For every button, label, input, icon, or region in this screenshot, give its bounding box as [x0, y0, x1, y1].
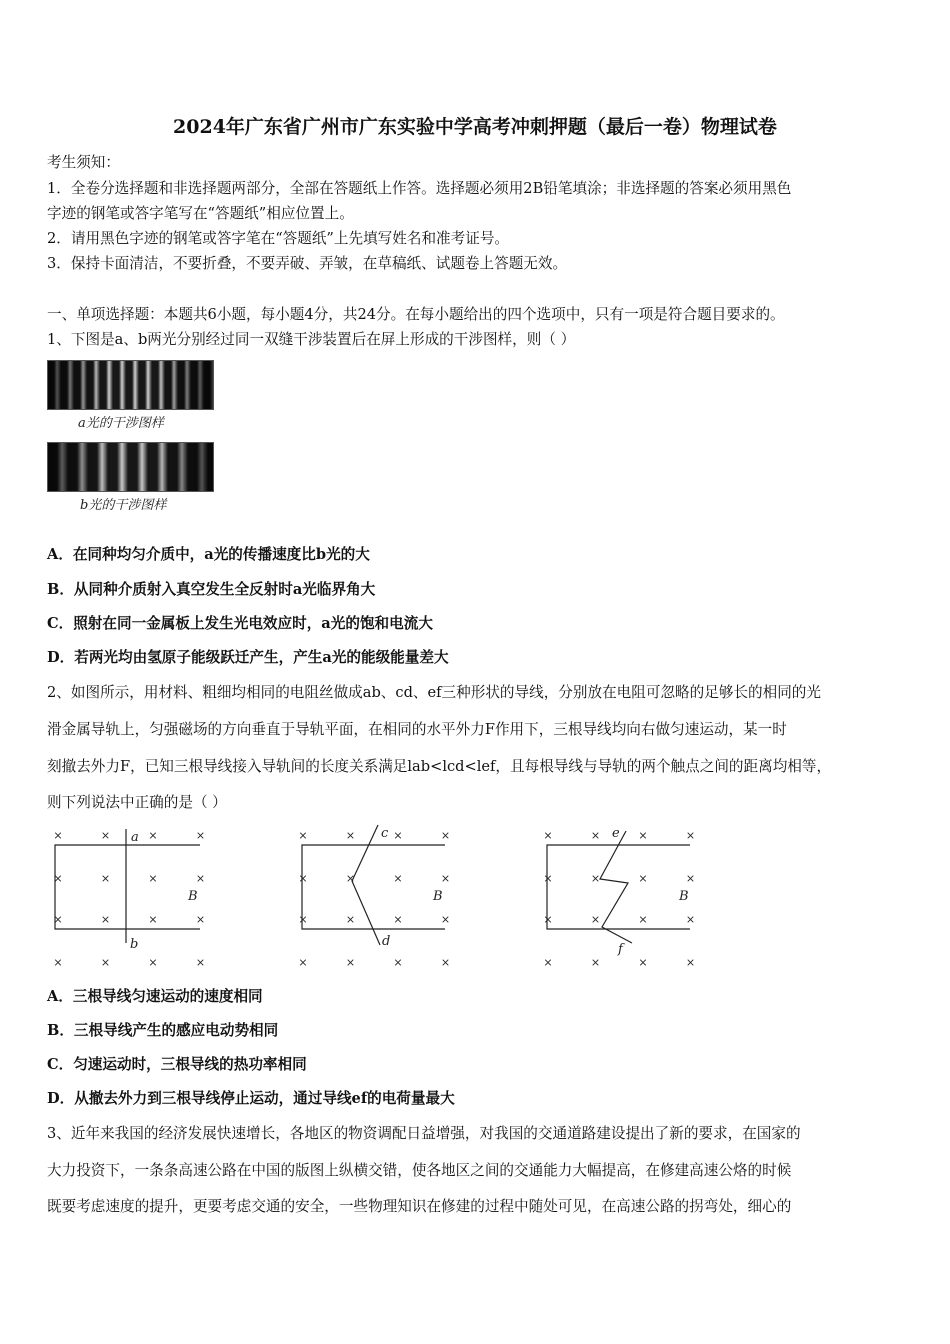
rail-diagrams [0, 815, 950, 975]
q3-stem-line-1: 3、近年来我国的经济发展快速增长，各地区的物资调配日益增强，对我国的交通道路建设提出了新的要求，在国家的 [47, 1125, 801, 1142]
field-mark: × [195, 956, 206, 969]
q2-stem-line-4: 则下列说法中正确的是（ ） [47, 794, 227, 811]
field-mark: × [100, 956, 111, 969]
field-mark: × [638, 956, 648, 969]
field-mark: × [298, 956, 308, 969]
label-b: b [130, 937, 139, 952]
q1-stem: 1、下图是a、b两光分别经过同一双缝干涉装置后在屏上形成的干涉图样，则（ ） [47, 331, 576, 348]
notice-heading: 考生须知： [47, 154, 120, 171]
figure-b-caption: b光的干涉图样 [80, 498, 167, 513]
q3-stem-line-2: 大力投资下，一条条高速公路在中国的版图上纵横交错，使各地区之间的交通能力大幅提高，在修建高速公烙的时候 [47, 1162, 792, 1179]
q2-option-a: A．三根导线匀速运动的速度相同 [47, 988, 263, 1005]
field-mark: × [543, 913, 553, 926]
rails-2 [302, 845, 445, 929]
notice-item-3: 3．保持卡面清洁，不要折叠，不要弄破、弄皱，在草稿纸、试题卷上答题无效。 [47, 255, 568, 272]
field-mark: × [298, 829, 308, 842]
rails-3 [547, 845, 690, 929]
field-mark: × [100, 872, 111, 885]
field-mark: × [148, 829, 158, 842]
interference-pattern-a [47, 360, 214, 410]
q1-option-c: C．照射在同一金属板上发生光电效应时，a光的饱和电流大 [47, 615, 433, 632]
q1-option-d: D．若两光均由氢原子能级跃迁产生，产生a光的能级能量差大 [47, 649, 449, 666]
field-mark: × [590, 872, 601, 885]
field-mark: × [590, 913, 601, 926]
field-mark: × [345, 956, 356, 969]
field-mark: × [638, 872, 648, 885]
section-heading: 一、单项选择题：本题共6小题，每小题4分，共24分。在每小题给出的四个选项中，只有一项是符合题目要求的。 [47, 306, 785, 323]
field-mark: × [393, 872, 403, 885]
interference-pattern-b [47, 442, 214, 492]
q2-option-b: B．三根导线产生的感应电动势相同 [47, 1022, 279, 1039]
field-mark: × [195, 829, 206, 842]
field-label-3: B [679, 889, 689, 904]
field-mark: × [393, 956, 403, 969]
field-mark: × [543, 956, 553, 969]
field-mark: × [685, 956, 696, 969]
field-mark: × [638, 913, 648, 926]
field-mark: × [195, 913, 206, 926]
label-d: d [382, 934, 391, 949]
field-mark: × [345, 829, 356, 842]
field-mark: × [543, 829, 553, 842]
field-mark: × [53, 913, 63, 926]
figure-a-caption: a光的干涉图样 [78, 416, 164, 431]
field-mark: × [638, 829, 648, 842]
q1-option-b: B．从同种介质射入真空发生全反射时a光临界角大 [47, 581, 376, 598]
notice-item-1-cont: 字迹的钢笔或答字笔写在“答题纸”相应位置上。 [47, 205, 354, 222]
q1-option-a: A．在同种均匀介质中，a光的传播速度比b光的大 [47, 546, 370, 563]
field-mark: × [440, 872, 451, 885]
field-mark: × [148, 913, 158, 926]
field-mark: × [345, 913, 356, 926]
field-mark: × [148, 956, 158, 969]
field-mark: × [195, 872, 206, 885]
notice-item-2: 2．请用黑色字迹的钢笔或答字笔在“答题纸”上先填写姓名和准考证号。 [47, 230, 510, 247]
label-f: f [618, 942, 623, 957]
wire-cd [352, 825, 380, 945]
field-mark: × [345, 872, 356, 885]
field-mark: × [53, 829, 63, 842]
field-mark: × [100, 913, 111, 926]
field-mark: × [590, 829, 601, 842]
page-title: 2024年广东省广州市广东实验中学高考冲刺押题（最后一卷）物理试卷 [173, 116, 777, 138]
field-mark: × [685, 829, 696, 842]
field-mark: × [148, 872, 158, 885]
notice-item-1: 1．全卷分选择题和非选择题两部分，全部在答题纸上作答。选择题必须用2B铅笔填涂；非选择题的答案必须用黑色 [47, 180, 792, 197]
field-mark: × [53, 956, 63, 969]
field-mark: × [685, 913, 696, 926]
label-a: a [131, 830, 139, 845]
field-mark: × [590, 956, 601, 969]
q2-stem-line-1: 2、如图所示，用材料、粗细均相同的电阻丝做成ab、cd、ef三种形状的导线，分别放在电阻可忽略的足够长的相同的光 [47, 684, 821, 701]
q2-option-c: C．匀速运动时，三根导线的热功率相同 [47, 1056, 307, 1073]
field-mark: × [685, 872, 696, 885]
label-c: c [381, 826, 389, 841]
field-mark: × [393, 829, 403, 842]
wire-ef [600, 831, 632, 943]
q3-stem-line-3: 既要考虑速度的提升，更要考虑交通的安全，一些物理知识在修建的过程中随处可见，在高速公路的拐弯处，细心的 [47, 1198, 792, 1215]
q2-stem-line-2: 滑金属导轨上，匀强磁场的方向垂直于导轨平面，在相同的水平外力F作用下，三根导线均向右做匀速运动，某一时 [47, 721, 787, 738]
field-label-1: B [188, 889, 198, 904]
field-mark: × [298, 913, 308, 926]
field-mark: × [543, 872, 553, 885]
field-mark: × [393, 913, 403, 926]
field-mark: × [440, 956, 451, 969]
rails-1 [55, 845, 200, 929]
field-mark: × [440, 913, 451, 926]
field-mark: × [100, 829, 111, 842]
field-mark: × [53, 872, 63, 885]
field-mark: × [440, 829, 451, 842]
q2-option-d: D．从撤去外力到三根导线停止运动，通过导线ef的电荷量最大 [47, 1090, 455, 1107]
label-e: e [612, 826, 620, 841]
field-label-2: B [433, 889, 443, 904]
q2-stem-line-3: 刻撤去外力F，已知三根导线接入导轨间的长度关系满足lab<lcd<lef，且每根导线与导轨的两个触点之间的距离均相等， [47, 758, 832, 775]
field-mark: × [298, 872, 308, 885]
